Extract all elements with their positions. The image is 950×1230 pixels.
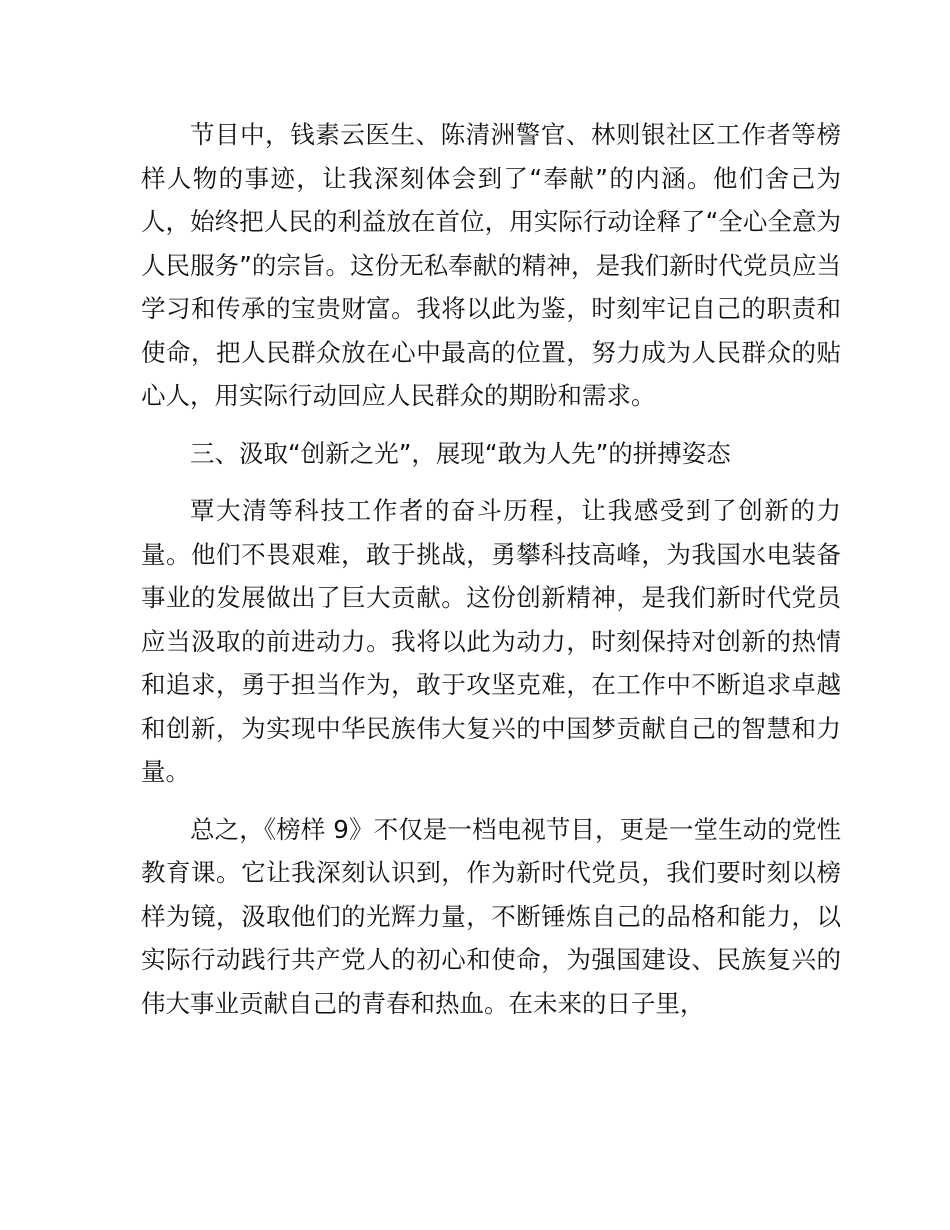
paragraph-dedication: 节目中，钱素云医生、陈清洲警官、林则银社区工作者等榜样人物的事迹，让我深刻体会到了“奉献”的内涵。他们舍己为人，始终把人民的利益放在首位，用实际行动诠释了“全心全意为人民服务”的宗旨。这份无私奉献的精神，是我们新时代党员应当学习和传承的宝贵财富。我将以此为鉴，时刻牢记自己的职责和使命，把人民群众放在心中最高的位置，努力成为人民群众的贴心人，用实际行动回应人民群众的期盼和需求。 — [141, 120, 841, 410]
paragraph-gap — [141, 475, 841, 489]
paragraph-gap — [141, 418, 841, 432]
section-heading-innovation: 三、汲取“创新之光”，展现“敢为人先”的拼搏姿态 — [190, 438, 731, 468]
paragraph-innovation: 覃大清等科技工作者的奋斗历程，让我感受到了创新的力量。他们不畏艰难，敢于挑战，勇攀科技高峰，为我国水电装备事业的发展做出了巨大贡献。这份创新精神，是我们新时代党员应当汲取的前进动力。我将以此为动力，时刻保持对创新的热情和追求，勇于担当作为，敢于攻坚克难，在工作中不断追求卓越和创新，为实现中华民族伟大复兴的中国梦贡献自己的智慧和力量。 — [141, 496, 841, 786]
paragraph-gap — [141, 794, 841, 808]
document-body — [141, 113, 841, 1025]
paragraph-conclusion: 总之，《榜样 9》不仅是一档电视节目，更是一堂生动的党性教育课。它让我深刻认识到，作为新时代党员，我们要时刻以榜样为镜，汲取他们的光辉力量，不断锤炼自己的品格和能力，以实际行动践行共产党人的初心和使命，为强国建设、民族复兴的伟大事业贡献自己的青春和热血。在未来的日子里， — [141, 814, 841, 1018]
